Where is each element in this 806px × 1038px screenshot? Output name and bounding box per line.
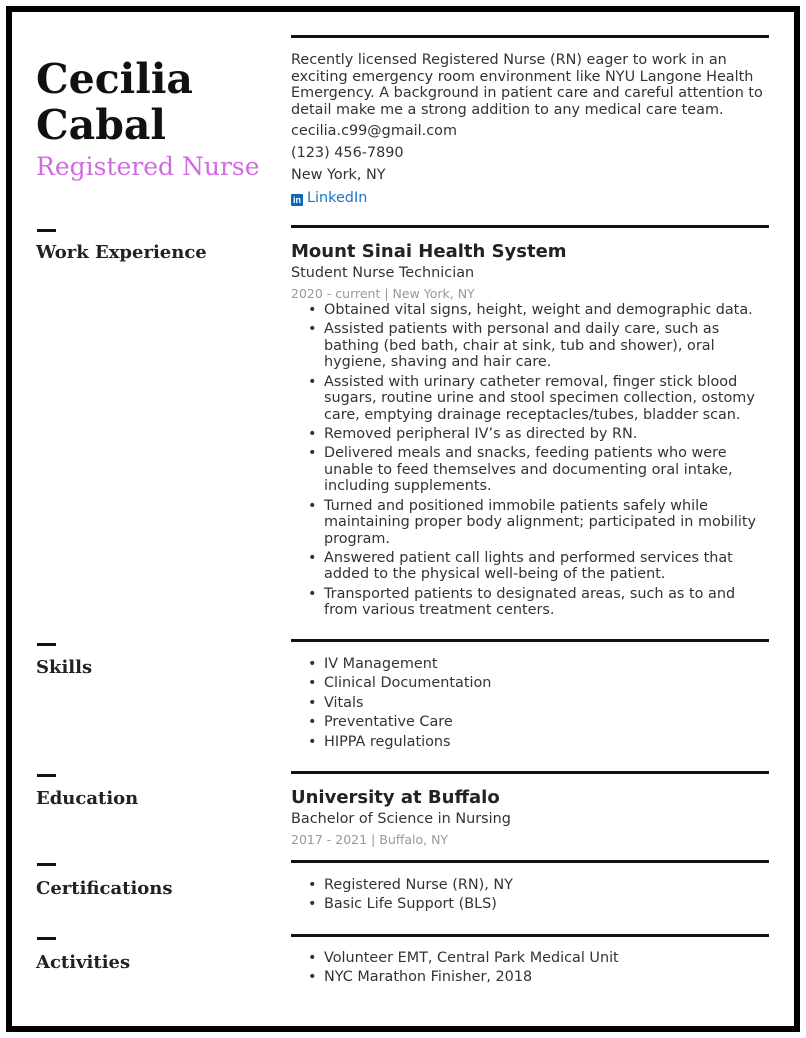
skill-item: • Preventative Care	[306, 714, 772, 731]
email[interactable]: cecilia.c99@gmail.com	[291, 123, 457, 139]
degree: Bachelor of Science in Nursing	[291, 811, 511, 827]
linkedin-link[interactable]	[291, 190, 367, 206]
section-heading-education: Education	[36, 788, 139, 809]
section-rule	[291, 860, 769, 863]
linkedin-icon: in	[293, 195, 301, 205]
work-bullet: • Assisted with urinary catheter removal, finger stick blood sugars, routine urine and stool specimen collection, ostomy care, emptying drainage receptacles/tubes, bladder scan.	[306, 374, 772, 424]
section-heading-skills: Skills	[36, 657, 93, 678]
section-marker	[37, 863, 56, 866]
section-marker	[37, 229, 56, 232]
section-heading-activities: Activities	[36, 952, 131, 973]
skill-item: • IV Management	[306, 656, 772, 673]
phone: (123) 456-7890	[291, 145, 404, 161]
certifications-list	[306, 877, 772, 916]
certification-item: • Registered Nurse (RN), NY	[306, 877, 772, 894]
last-name: Cabal	[36, 101, 167, 149]
section-rule	[291, 771, 769, 774]
section-heading-certifications: Certifications	[36, 878, 173, 899]
skill-item: • Vitals	[306, 695, 772, 712]
location: New York, NY	[291, 167, 386, 183]
section-heading-work: Work Experience	[36, 242, 207, 263]
work-bullets	[306, 302, 772, 621]
section-marker	[37, 937, 56, 940]
activities-list	[306, 950, 772, 989]
section-rule	[291, 639, 769, 642]
work-bullet: • Turned and positioned immobile patients safely while maintaining proper body alignment; participated in mobility program.	[306, 498, 772, 548]
school-name: University at Buffalo	[291, 787, 500, 808]
section-rule	[291, 225, 769, 228]
summary-text: Recently licensed Registered Nurse (RN) eager to work in an exciting emergency room environment like NYU Langone Health Emergency. A background in patient care and careful attention to detail make me a strong addition to any medical care team.	[291, 52, 763, 118]
work-bullet: • Transported patients to designated areas, such as to and from various treatment centers.	[306, 586, 772, 619]
certification-item: • Basic Life Support (BLS)	[306, 896, 772, 913]
work-bullet: • Assisted patients with personal and daily care, such as bathing (bed bath, chair at sink, tub and shower), oral hygiene, shaving and hair care.	[306, 321, 772, 371]
skill-item: • Clinical Documentation	[306, 675, 772, 692]
section-marker	[37, 774, 56, 777]
candidate-name	[36, 56, 193, 148]
skills-list	[306, 656, 772, 753]
work-dates-location: 2020 - current | New York, NY	[291, 286, 475, 301]
job-title: Registered Nurse	[36, 152, 260, 181]
first-name: Cecilia	[36, 55, 193, 103]
activity-item: • Volunteer EMT, Central Park Medical Unit	[306, 950, 772, 967]
work-bullet: • Answered patient call lights and performed services that added to the physical well-being of the patient.	[306, 550, 772, 583]
section-marker	[37, 643, 56, 646]
activity-item: • NYC Marathon Finisher, 2018	[306, 969, 772, 986]
employer-name: Mount Sinai Health System	[291, 241, 567, 262]
linkedin-label: LinkedIn	[307, 190, 368, 206]
education-dates-location: 2017 - 2021 | Buffalo, NY	[291, 832, 449, 847]
header-rule	[291, 35, 769, 38]
section-rule	[291, 934, 769, 937]
work-bullet: • Delivered meals and snacks, feeding patients who were unable to feed themselves and documenting oral intake, including supplements.	[306, 445, 772, 495]
skill-item: • HIPPA regulations	[306, 734, 772, 751]
work-bullet: • Obtained vital signs, height, weight and demographic data.	[306, 302, 772, 319]
position-title: Student Nurse Technician	[291, 265, 475, 281]
work-bullet: • Removed peripheral IV’s as directed by RN.	[306, 426, 772, 443]
